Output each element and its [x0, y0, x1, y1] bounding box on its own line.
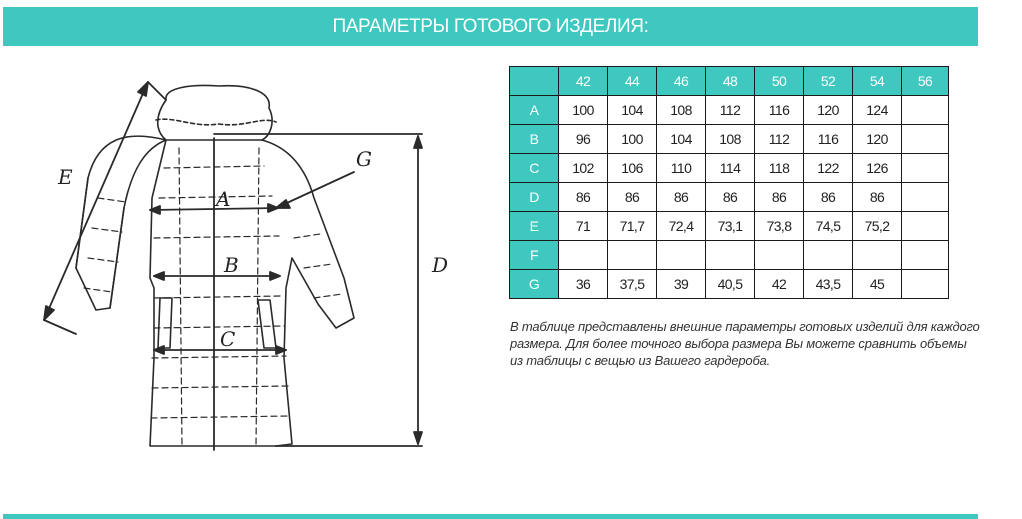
table-cell	[902, 270, 949, 299]
label-c: C	[220, 327, 236, 351]
table-row	[510, 270, 949, 299]
table-cell: 100	[559, 96, 608, 125]
table-cell: 112	[755, 125, 804, 154]
table-cell: 122	[804, 154, 853, 183]
size-header: 56	[902, 67, 949, 96]
table-cell	[902, 96, 949, 125]
table-row	[510, 125, 949, 154]
table-cell: 116	[755, 96, 804, 125]
table-cell	[657, 241, 706, 270]
table-note: В таблице представлены внешние параметры готовых изделий для каждого размера. Для более точного выбора размера Вы можете сравнить объемы из таблицы с вещью из Вашего гардероба.	[510, 319, 980, 368]
size-header: 52	[804, 67, 853, 96]
row-label: G	[510, 270, 559, 299]
table-cell: 86	[804, 183, 853, 212]
table-cell: 74,5	[804, 212, 853, 241]
table-cell: 86	[755, 183, 804, 212]
table-cell: 106	[608, 154, 657, 183]
table-cell	[853, 241, 902, 270]
label-a: A	[216, 187, 231, 211]
table-cell: 86	[706, 183, 755, 212]
size-header: 54	[853, 67, 902, 96]
footer-bar	[3, 514, 978, 519]
table-cell: 96	[559, 125, 608, 154]
table-cell: 100	[608, 125, 657, 154]
size-table	[509, 66, 949, 299]
table-cell: 86	[657, 183, 706, 212]
table-cell	[902, 212, 949, 241]
table-cell	[902, 241, 949, 270]
label-e: E	[58, 165, 73, 189]
table-cell: 114	[706, 154, 755, 183]
row-label: B	[510, 125, 559, 154]
table-cell: 72,4	[657, 212, 706, 241]
table-cell: 112	[706, 96, 755, 125]
table-cell: 108	[706, 125, 755, 154]
label-g: G	[356, 147, 372, 171]
pocket-left	[158, 298, 172, 348]
size-header: 44	[608, 67, 657, 96]
table-cell: 104	[608, 96, 657, 125]
table-row	[510, 183, 949, 212]
table-cell	[902, 183, 949, 212]
table-cell: 104	[657, 125, 706, 154]
table-cell: 37,5	[608, 270, 657, 299]
table-cell: 110	[657, 154, 706, 183]
table-cell: 43,5	[804, 270, 853, 299]
size-header-row	[510, 67, 949, 96]
row-label: A	[510, 96, 559, 125]
table-cell: 102	[559, 154, 608, 183]
row-label: E	[510, 212, 559, 241]
label-d: D	[432, 253, 449, 277]
table-cell	[755, 241, 804, 270]
row-label: D	[510, 183, 559, 212]
table-cell: 118	[755, 154, 804, 183]
coat-sketch	[14, 58, 484, 490]
table-cell: 42	[755, 270, 804, 299]
table-row	[510, 212, 949, 241]
table-cell: 75,2	[853, 212, 902, 241]
table-cell: 73,8	[755, 212, 804, 241]
table-cell: 124	[853, 96, 902, 125]
header-bar	[3, 7, 978, 46]
pocket-right	[258, 300, 276, 348]
table-row	[510, 154, 949, 183]
corner-cell	[510, 67, 559, 96]
table-cell: 40,5	[706, 270, 755, 299]
hood-outline	[158, 86, 272, 140]
table-cell: 71	[559, 212, 608, 241]
table-cell: 120	[853, 125, 902, 154]
table-cell: 36	[559, 270, 608, 299]
table-row	[510, 241, 949, 270]
table-cell	[706, 241, 755, 270]
page-title: ПАРАМЕТРЫ ГОТОВОГО ИЗДЕЛИЯ:	[332, 15, 649, 37]
table-cell: 45	[853, 270, 902, 299]
size-header: 48	[706, 67, 755, 96]
table-row	[510, 96, 949, 125]
table-cell	[902, 154, 949, 183]
table-cell	[559, 241, 608, 270]
row-label: F	[510, 241, 559, 270]
table-cell: 108	[657, 96, 706, 125]
table-cell: 116	[804, 125, 853, 154]
size-header: 42	[559, 67, 608, 96]
table-cell: 39	[657, 270, 706, 299]
table-cell: 71,7	[608, 212, 657, 241]
size-header: 50	[755, 67, 804, 96]
table-cell: 86	[608, 183, 657, 212]
size-header: 46	[657, 67, 706, 96]
table-cell	[804, 241, 853, 270]
label-b: B	[224, 253, 239, 277]
hood-trim	[156, 119, 276, 125]
row-label: C	[510, 154, 559, 183]
table-cell	[608, 241, 657, 270]
table-cell: 86	[559, 183, 608, 212]
table-cell: 73,1	[706, 212, 755, 241]
table-cell: 86	[853, 183, 902, 212]
table-cell: 120	[804, 96, 853, 125]
table-cell	[902, 125, 949, 154]
table-cell: 126	[853, 154, 902, 183]
